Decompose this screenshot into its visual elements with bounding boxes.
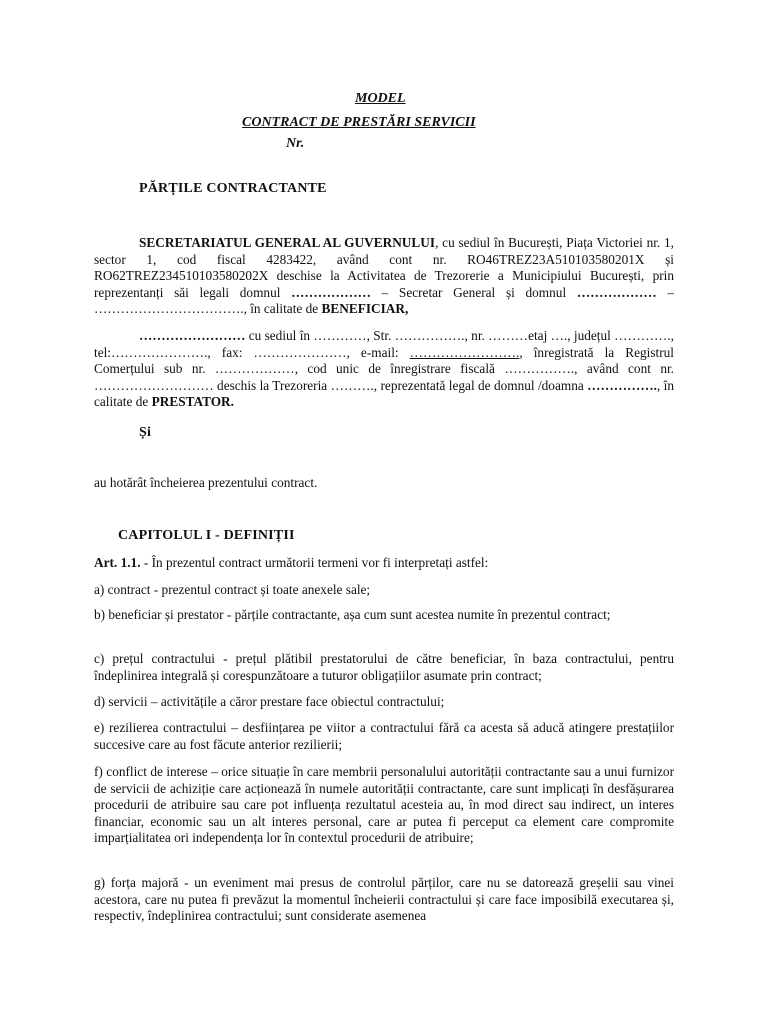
beneficiar-role: BENEFICIAR,: [321, 301, 409, 317]
beneficiar-text-3: – ……………………………., în calitate de: [94, 284, 674, 317]
beneficiar-name: SECRETARIATUL GENERAL AL GUVERNULUI: [139, 235, 436, 250]
definition-f: f) conflict de interese – orice situație în care membrii personalului autorității contractante sau a unui furnizor de servicii de achiziție care acționează în numele autorității contractante, care sunt implicați în desfășurarea procedurii de atribuire sau care pot influența rezultatul acesteia au, în mod direct sau indirect, un interes financiar, economic sau un alt interes personal, care ar putea fi perceput ca element care compromite imparțialitatea ori independența lor în contextul procedurii de atribuire;: [94, 764, 674, 846]
document-title: CONTRACT DE PRESTĂRI SERVICII: [242, 115, 476, 130]
definition-d: d) servicii – activitățile a căror prestare face obiectul contractului;: [94, 694, 445, 709]
prestator-email-dots: …………………….: [409, 344, 520, 360]
definition-b: b) beneficiar și prestator - părțile contractante, așa cum sunt acestea numite în prezentul contract;: [94, 607, 611, 622]
beneficiar-text-2: – Secretar General și domnul: [370, 284, 577, 300]
definition-a: a) contract - prezentul contract și toate anexele sale;: [94, 582, 371, 597]
definition-g: g) forța majoră - un eveniment mai presus de controlul părților, care nu se datorează greșelii sau vinei acestora, care nu putea fi prevăzut la momentul încheierii contractului și care face imposibilă executarea și, respectiv, îndeplinirea contractului; sunt considerate asemenea: [94, 875, 674, 924]
definition-c: c) prețul contractului - prețul plătibil prestatorului de către beneficiar, în baza contractului, pentru îndeplinirea integrală și corespunzătoare a tuturor obligațiilor asumate prin contract;: [94, 651, 674, 683]
prestator-text-2: , înregistrată la Registrul Comerțului sub nr. ………………, cod unic de înregistrare fiscală ……………., având cont nr. ……………………… deschis la Trezoreria ………., reprezentată legal de domnul /doamna: [94, 344, 674, 393]
prestator-text-1: cu sediul în …………, Str. ……………., nr. ………etaj …., județul …………., tel:…………………., fax: …………………, e-mail:: [94, 328, 674, 360]
beneficiar-text-1: , cu sediul în București, Piața Victoriei nr. 1, sector 1, cod fiscal 4283422, având cont nr. RO46TREZ23A510103580201X și RO62TREZ234510103580202X deschise la Activitatea de Trezorerie a Municipiului București, prin reprezentanți săi legali domnul: [94, 235, 674, 300]
prestator-name-dots: ……………………: [139, 328, 246, 343]
prestator-representative-dots: …………….: [587, 377, 657, 393]
chapter-heading: CAPITOLUL I - DEFINIȚII: [118, 528, 295, 543]
document-model-label: MODEL: [355, 91, 406, 106]
beneficiar-dots-2: ………………: [576, 284, 657, 300]
si-conjunction: Și: [139, 425, 152, 440]
prestator-text-3: , în calitate de: [94, 377, 674, 410]
prestator-role: PRESTATOR.: [151, 394, 234, 410]
article-1-1: [94, 555, 674, 572]
parties-heading: PĂRȚILE CONTRACTANTE: [139, 181, 327, 196]
prestator-paragraph: [94, 328, 674, 411]
article-intro: - În prezentul contract următorii termeni vor fi interpretați astfel:: [140, 555, 489, 570]
contract-number: Nr.: [286, 136, 305, 151]
beneficiar-dots-1: ………………: [291, 284, 371, 300]
article-label: Art. 1.1.: [94, 555, 141, 570]
beneficiar-paragraph: [94, 235, 674, 318]
definition-e: e) rezilierea contractului – desființarea pe viitor a contractului fără ca acesta să aducă atingere prestațiilor succesive care au fost făcute anterior rezilierii;: [94, 720, 674, 752]
agreement-statement: au hotărât încheierea prezentului contract.: [94, 475, 318, 490]
